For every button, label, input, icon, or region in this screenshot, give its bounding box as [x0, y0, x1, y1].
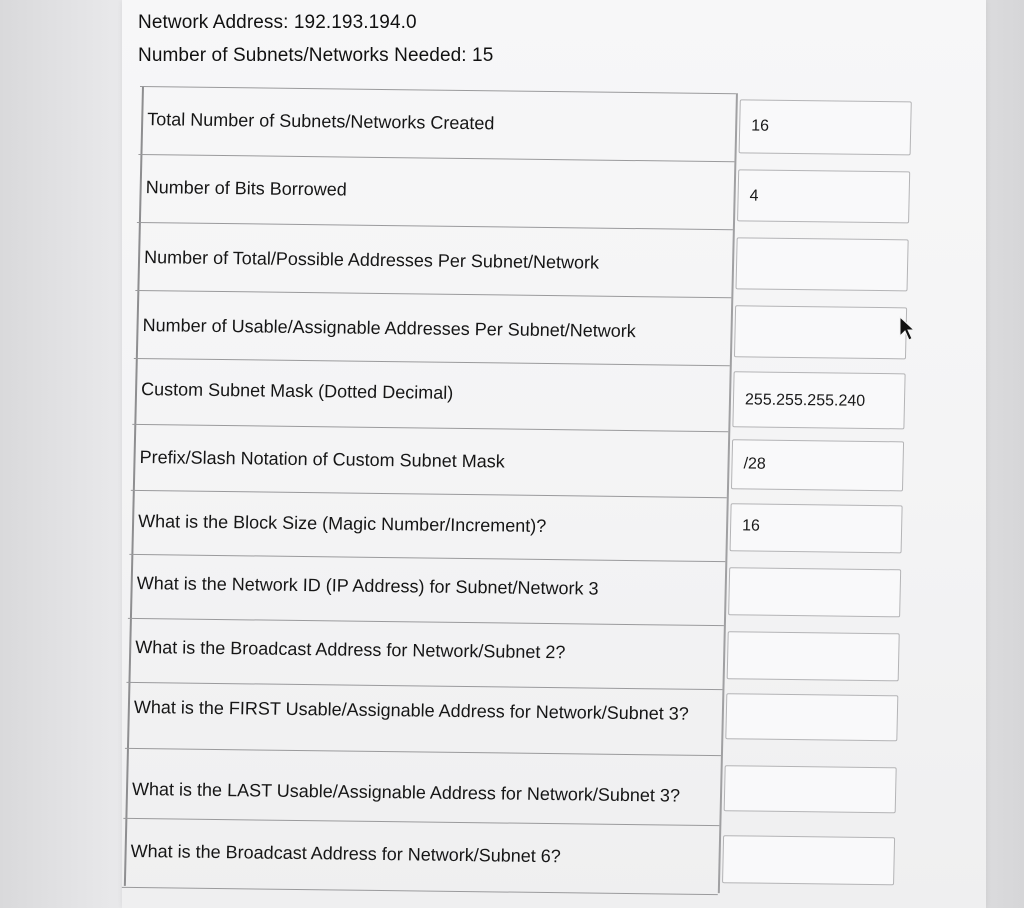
row-label: Total Number of Subnets/Networks Created [147, 109, 495, 134]
answer-value: /28 [743, 455, 766, 473]
row-label: Custom Subnet Mask (Dotted Decimal) [140, 379, 454, 403]
table-row [137, 154, 735, 230]
subnet-worksheet-table [122, 86, 920, 903]
subnets-needed-heading: Number of Subnets/Networks Needed: 15 [138, 45, 494, 66]
row-label: What is the Broadcast Address for Network/Subnet 6? [130, 840, 562, 867]
table-row [132, 358, 729, 432]
answer-field-first-usable-3[interactable] [725, 693, 898, 741]
answer-field-total-addresses[interactable] [736, 237, 909, 291]
answer-field-broadcast-2[interactable] [727, 631, 900, 681]
answer-value: 4 [749, 187, 759, 205]
table-row [123, 748, 721, 826]
row-label: What is the LAST Usable/Assignable Address for Network/Subnet 3? [131, 778, 681, 806]
row-label: What is the FIRST Usable/Assignable Address for Network/Subnet 3? [133, 696, 690, 724]
table-row [135, 222, 733, 298]
answer-value: 16 [741, 517, 761, 535]
table-row [126, 618, 723, 690]
mouse-pointer-icon [898, 316, 916, 342]
row-label: Number of Bits Borrowed [145, 177, 347, 200]
table-row [138, 86, 736, 162]
answer-field-network-id-3[interactable] [728, 567, 901, 617]
network-address-heading: Network Address: 192.193.194.0 [138, 12, 417, 33]
answer-field-last-usable-3[interactable] [724, 765, 897, 813]
row-label: Number of Total/Possible Addresses Per Subnet/Network [143, 247, 600, 273]
answer-field-bits-borrowed[interactable] [737, 169, 910, 223]
answer-field-broadcast-6[interactable] [722, 835, 895, 885]
answer-value: 16 [751, 117, 770, 135]
row-label: Prefix/Slash Notation of Custom Subnet Mask [139, 447, 505, 472]
row-label: What is the Block Size (Magic Number/Increment)? [137, 511, 547, 536]
table-row [131, 424, 728, 498]
table-row [125, 682, 722, 756]
table-row [128, 554, 725, 626]
answer-field-usable-addresses[interactable] [734, 305, 907, 359]
row-label: What is the Network ID (IP Address) for Subnet/Network 3 [136, 572, 599, 599]
row-label: Number of Usable/Assignable Addresses Per Subnet/Network [142, 315, 637, 342]
row-label: What is the Broadcast Address for Network/Subnet 2? [135, 636, 566, 663]
answer-value: 255.255.255.240 [744, 391, 866, 410]
table-row [129, 490, 726, 562]
table-row [122, 818, 720, 895]
table-row [134, 290, 732, 366]
